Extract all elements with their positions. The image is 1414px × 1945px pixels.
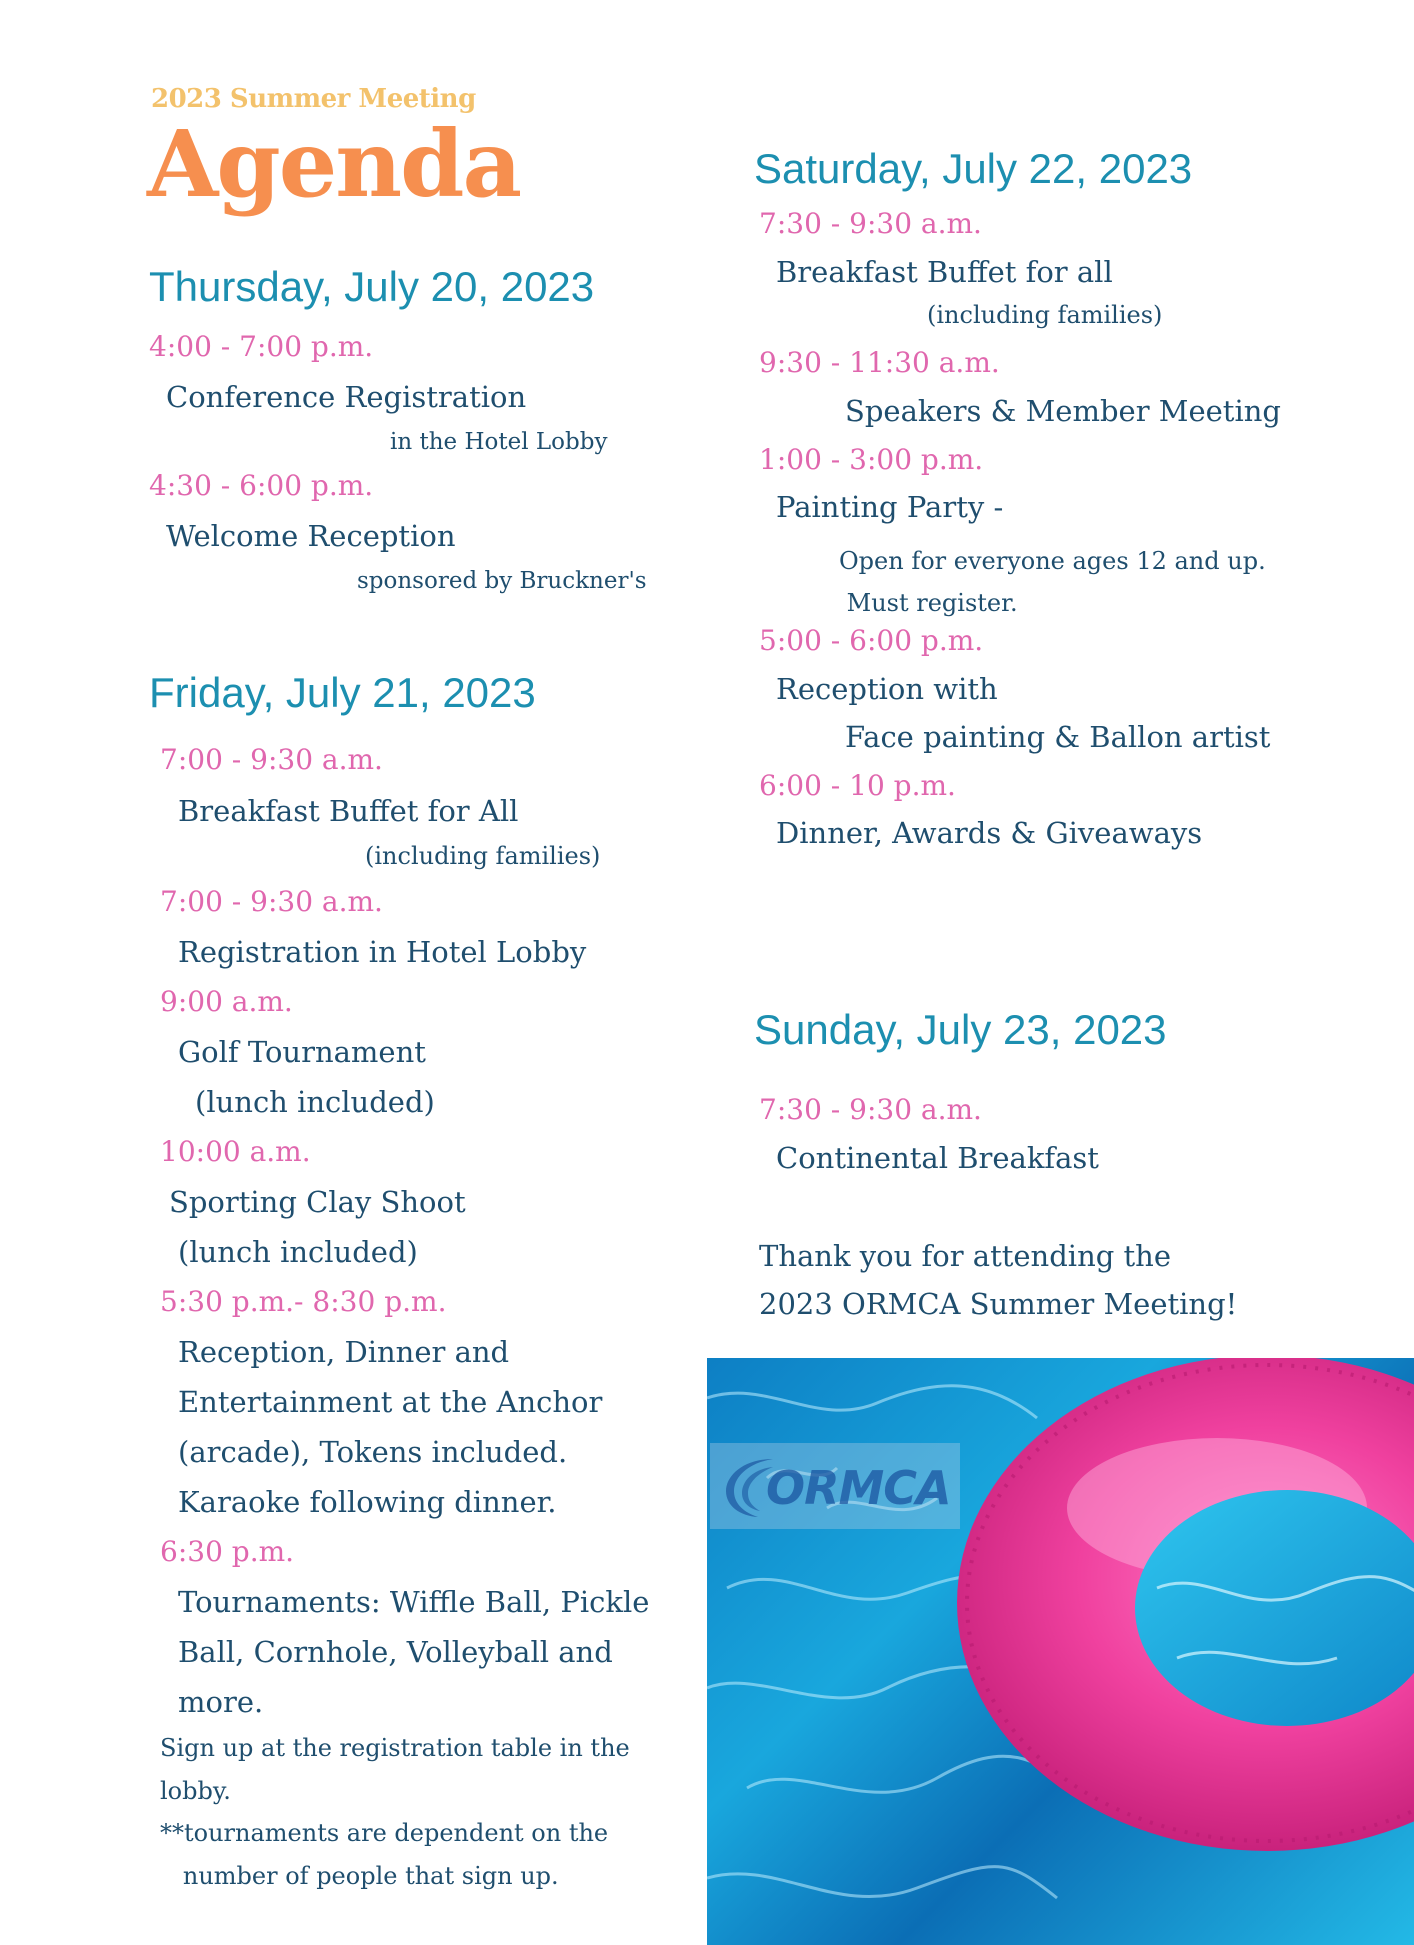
event-note: Open for everyone ages 12 and up. Must register.: [839, 547, 1266, 617]
event-note: Face painting & Ballon artist: [845, 720, 1271, 754]
ormca-logo-watermark: [710, 1443, 960, 1529]
thank-you-message: Thank you for attending the 2023 ORMCA Summer Meeting!: [759, 1239, 1238, 1321]
event-note: sponsored by Bruckner's: [357, 568, 647, 594]
event-title: Breakfast Buffet for All: [178, 794, 519, 828]
day-heading-friday: Friday, July 21, 2023: [149, 669, 536, 716]
event-time: 4:00 - 7:00 p.m.: [149, 330, 374, 363]
event-time: 7:30 - 9:30 a.m.: [759, 207, 982, 240]
pool-float-photo: [707, 1358, 1414, 1945]
event-time: 4:30 - 6:00 p.m.: [149, 469, 374, 502]
event-time: 10:00 a.m.: [160, 1135, 311, 1168]
event-time: 6:30 p.m.: [160, 1535, 295, 1568]
day-heading-sunday: Sunday, July 23, 2023: [754, 1006, 1167, 1053]
event-note: (including families): [365, 842, 601, 870]
event-title: Conference Registration: [166, 380, 527, 414]
event-note: (lunch included): [178, 1235, 418, 1269]
event-time: 5:30 p.m.- 8:30 p.m.: [160, 1285, 447, 1318]
tournament-disclaimer: **tournaments are dependent on the number of people that sign up.: [160, 1819, 609, 1890]
day-heading-saturday: Saturday, July 22, 2023: [754, 145, 1193, 192]
event-time: 7:00 - 9:30 a.m.: [160, 743, 383, 776]
event-title: Dinner, Awards & Giveaways: [776, 816, 1203, 850]
event-title: Golf Tournament: [178, 1035, 426, 1069]
event-title: Continental Breakfast: [776, 1141, 1099, 1175]
event-time: 9:00 a.m.: [160, 985, 293, 1018]
event-note: (including families): [927, 301, 1163, 329]
page-title: Agenda: [147, 110, 521, 218]
event-time: 6:00 - 10 p.m.: [759, 769, 956, 802]
logo-wordmark: ORMCA: [766, 1461, 951, 1515]
event-title: Registration in Hotel Lobby: [178, 935, 587, 969]
event-title: Reception with: [776, 672, 998, 706]
event-title: Painting Party -: [776, 490, 1004, 524]
event-time: 7:00 - 9:30 a.m.: [160, 885, 383, 918]
event-time: 5:00 - 6:00 p.m.: [759, 624, 984, 657]
meeting-subtitle: 2023 Summer Meeting: [151, 84, 476, 114]
event-time: 7:30 - 9:30 a.m.: [759, 1093, 982, 1126]
event-title: Breakfast Buffet for all: [776, 255, 1113, 289]
signup-note: Sign up at the registration table in the lobby.: [160, 1734, 630, 1805]
event-title: Tournaments: Wiffle Ball, Pickle Ball, Cornhole, Volleyball and more.: [178, 1585, 650, 1719]
event-title: Welcome Reception: [166, 519, 456, 553]
event-time: 9:30 - 11:30 a.m.: [759, 346, 1000, 379]
event-note: (lunch included): [195, 1085, 435, 1119]
event-time: 1:00 - 3:00 p.m.: [759, 443, 984, 476]
event-title: Sporting Clay Shoot: [169, 1185, 466, 1219]
event-note: in the Hotel Lobby: [390, 429, 608, 455]
event-title: Reception, Dinner and Entertainment at the Anchor (arcade), Tokens included. Karaoke following dinner.: [178, 1335, 603, 1519]
event-title: Speakers & Member Meeting: [845, 394, 1281, 428]
day-heading-thursday: Thursday, July 20, 2023: [149, 263, 595, 310]
